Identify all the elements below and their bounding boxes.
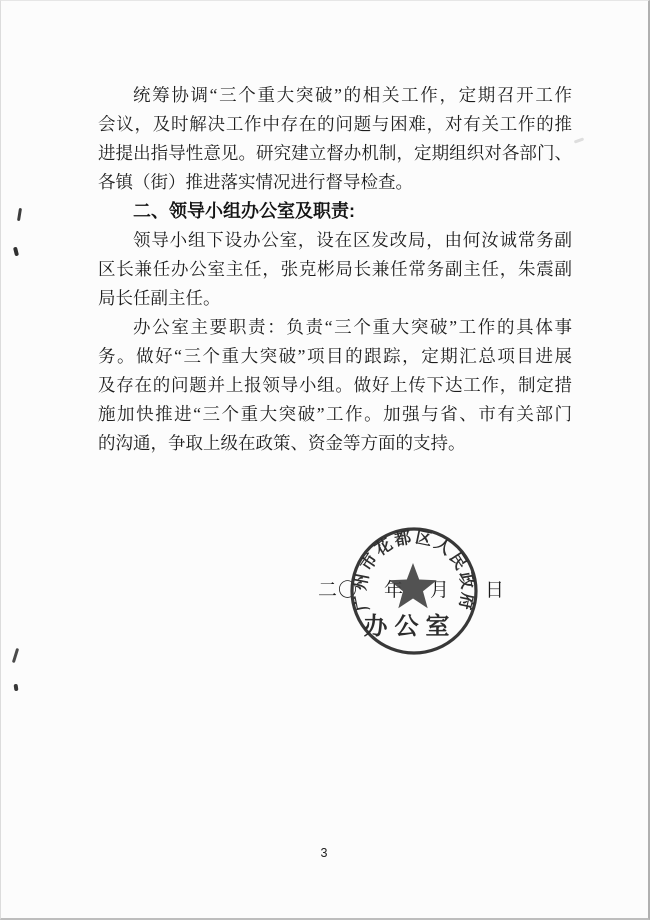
body-line: 的沟通，争取上级在政策、资金等方面的支持。	[98, 433, 466, 453]
date-segment: 年	[384, 580, 404, 601]
body-line: 会议，及时解决工作中存在的问题与困难，对有关工作的推	[98, 114, 572, 134]
body-line: 办公室主要职责：负责“三个重大突破”工作的具体事	[133, 317, 572, 337]
date-segment: 二〇	[318, 580, 359, 601]
page-number: 3	[320, 846, 328, 860]
body-line: 及存在的问题并上报领导小组。做好上传下达工作，制定措	[98, 375, 572, 395]
body-line: 各镇（街）推进落实情况进行督导检查。	[98, 172, 413, 192]
body-line: 务。做好“三个重大突破”项目的跟踪，定期汇总项目进展	[98, 346, 572, 366]
scan-artifact	[14, 684, 19, 691]
body-line: 进提出指导性意见。研究建立督办机制，定期组织对各部门、	[98, 143, 572, 163]
section-heading: 二、领导小组办公室及职责:	[133, 201, 355, 221]
body-line: 统筹协调“三个重大突破”的相关工作，定期召开工作	[133, 85, 572, 105]
official-seal	[324, 501, 504, 681]
body-line: 局长任副主任。	[98, 288, 221, 308]
star-icon	[389, 563, 437, 608]
body-line: 区长兼任办公室主任，张克彬局长兼任常务副主任，朱震副	[98, 259, 572, 279]
date-segment: 日	[485, 580, 505, 601]
body-line: 施加快推进“三个重大突破”工作。加强与省、市有关部门	[98, 404, 572, 424]
scan-artifact	[13, 247, 19, 257]
scan-artifact	[574, 137, 584, 143]
date-segment: 月	[430, 580, 450, 601]
scan-artifact	[17, 208, 22, 221]
seal-ring-text: 广州市花都区人民政府	[350, 527, 478, 614]
body-line: 领导小组下设办公室，设在区发改局，由何汝诚常务副	[133, 230, 572, 250]
seal-office-text: 办公室	[363, 614, 457, 640]
document-body	[98, 81, 572, 458]
scan-artifact	[12, 648, 19, 663]
